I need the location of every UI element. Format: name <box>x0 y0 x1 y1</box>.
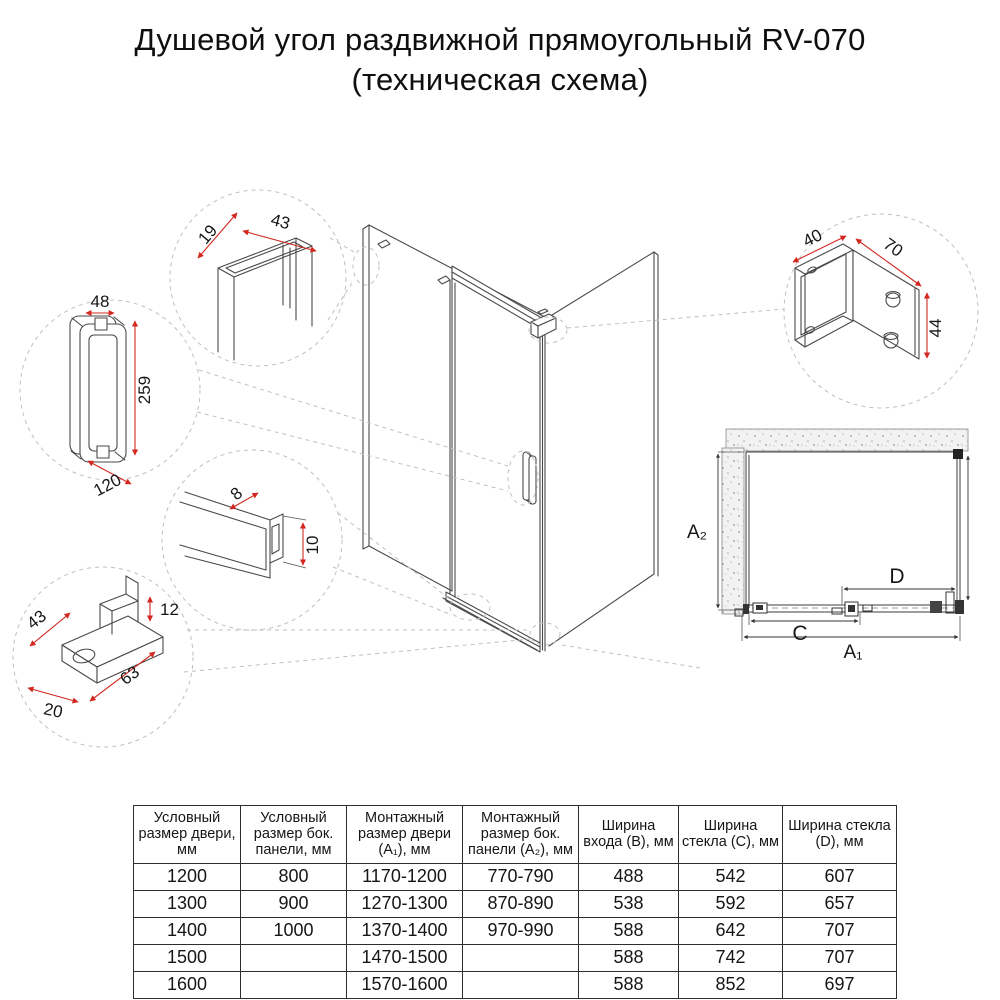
table-row <box>134 971 897 998</box>
dim-bracket-depth: 20 <box>41 699 65 722</box>
table-cell: 488 <box>579 863 679 890</box>
table-cell: 1300 <box>134 890 241 917</box>
table-cell: 1200 <box>134 863 241 890</box>
dim-handle-height: 259 <box>135 375 154 405</box>
table-cell: 607 <box>783 863 897 890</box>
table-cell: 742 <box>679 944 783 971</box>
technical-drawing <box>0 120 1000 800</box>
column-header: Ширина входа (B), мм <box>579 806 679 864</box>
table-cell: 1600 <box>134 971 241 998</box>
table-row <box>134 890 897 917</box>
detail-circle-wall-bracket <box>784 214 978 408</box>
table-cell: 542 <box>679 863 783 890</box>
column-header: Ширина стекла (D), мм <box>783 806 897 864</box>
table-cell <box>241 971 347 998</box>
size-table <box>133 805 897 999</box>
table-cell: 697 <box>783 971 897 998</box>
table-cell: 1570-1600 <box>347 971 463 998</box>
detail-circle-rail <box>162 450 342 630</box>
table-row <box>134 863 897 890</box>
plan-label-a2: A₂ <box>686 522 708 543</box>
table-cell <box>241 944 347 971</box>
table-cell: 588 <box>579 971 679 998</box>
dim-bracket-tab: 12 <box>160 600 179 619</box>
page-title-line1: Душевой угол раздвижной прямоугольный RV-070 <box>134 22 866 57</box>
dim-handle-width: 48 <box>90 292 110 311</box>
plan-label-d: D <box>889 565 905 588</box>
leader-lines <box>184 238 784 672</box>
size-table-body <box>134 863 897 998</box>
column-header: Условный размер бок. панели, мм <box>241 806 347 864</box>
table-cell: 707 <box>783 944 897 971</box>
dim-profile-depth: 19 <box>194 221 222 248</box>
table-cell: 657 <box>783 890 897 917</box>
plan-label-c: C <box>792 622 808 645</box>
table-cell <box>463 971 579 998</box>
table-cell: 642 <box>679 917 783 944</box>
table-cell: 707 <box>783 917 897 944</box>
plan-wall-left <box>722 448 744 614</box>
dim-wbracket-height: 44 <box>926 318 945 338</box>
dim-wbracket-length: 70 <box>879 234 907 261</box>
detail-circle-floor-bracket <box>13 567 193 747</box>
table-cell: 1370-1400 <box>347 917 463 944</box>
dim-bracket-width: 43 <box>23 606 50 633</box>
dim-rail-depth: 8 <box>226 483 247 505</box>
table-cell: 1500 <box>134 944 241 971</box>
dim-bracket-length: 63 <box>116 662 144 689</box>
detail-circle-wall-profile <box>170 190 346 366</box>
page-title-line2: (техническая схема) <box>351 62 649 98</box>
column-header: Ширина стекла (C), мм <box>679 806 783 864</box>
main-isometric-view <box>363 225 658 652</box>
table-row <box>134 917 897 944</box>
table-cell: 588 <box>579 944 679 971</box>
table-cell: 1170-1200 <box>347 863 463 890</box>
page-title <box>0 20 1000 101</box>
plan-label-a1: A₁ <box>843 642 863 663</box>
header-row <box>134 806 897 864</box>
dim-profile-width: 43 <box>268 210 293 234</box>
column-header: Монтажный размер двери (A₁), мм <box>347 806 463 864</box>
table-cell: 800 <box>241 863 347 890</box>
dim-wbracket-depth: 40 <box>799 225 826 251</box>
table-cell: 1270-1300 <box>347 890 463 917</box>
table-cell: 870-890 <box>463 890 579 917</box>
table-cell: 770-790 <box>463 863 579 890</box>
column-header: Условный размер двери, мм <box>134 806 241 864</box>
table-cell: 970-990 <box>463 917 579 944</box>
table-cell: 852 <box>679 971 783 998</box>
column-header: Монтажный размер бок. панели (A₂), мм <box>463 806 579 864</box>
table-row <box>134 944 897 971</box>
plan-top-bracket <box>953 449 963 459</box>
dim-rail-height: 10 <box>303 535 322 555</box>
table-cell: 1400 <box>134 917 241 944</box>
table-cell: 1470-1500 <box>347 944 463 971</box>
size-table-head <box>134 806 897 864</box>
dim-handle-base: 120 <box>90 470 125 501</box>
table-cell: 538 <box>579 890 679 917</box>
table-cell: 592 <box>679 890 783 917</box>
table-cell: 588 <box>579 917 679 944</box>
table-cell: 900 <box>241 890 347 917</box>
plan-view <box>687 429 968 663</box>
plan-wall-top <box>726 429 968 451</box>
table-cell <box>463 944 579 971</box>
detail-circle-handle <box>20 292 200 500</box>
table-cell: 1000 <box>241 917 347 944</box>
